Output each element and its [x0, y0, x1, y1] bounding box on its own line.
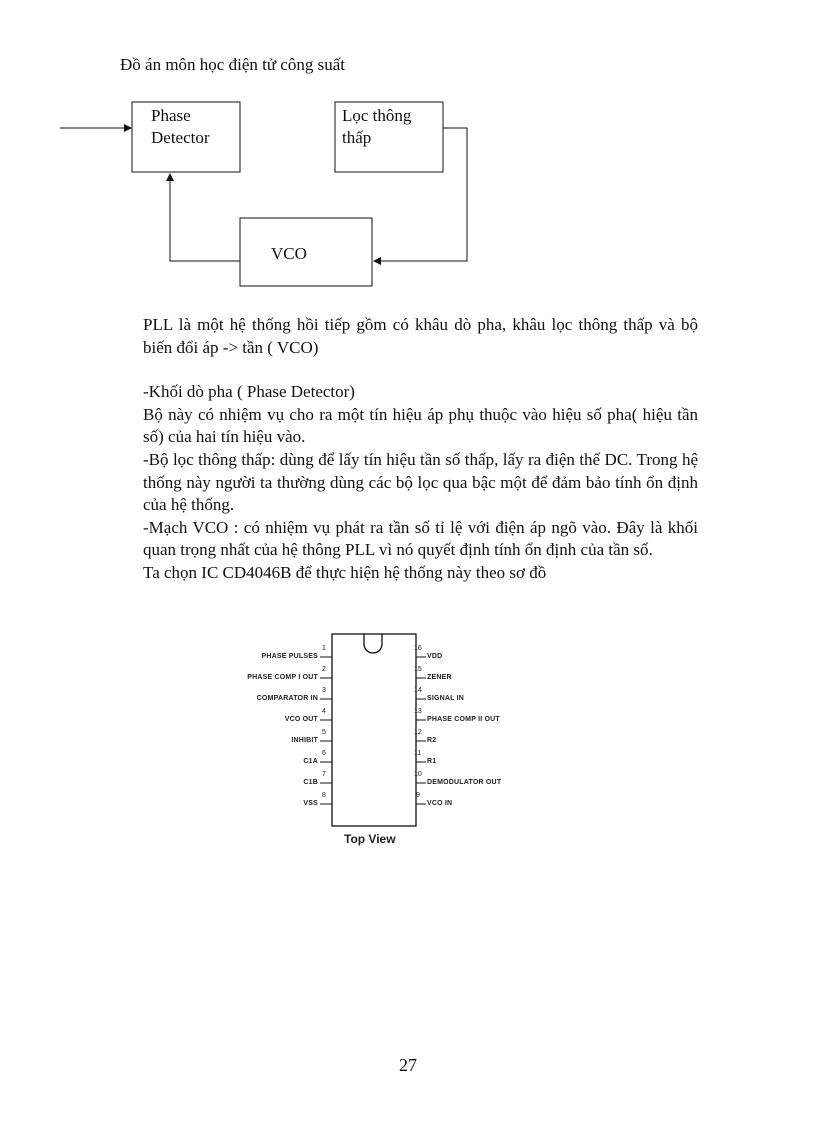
pin-label-comparator-in: COMPARATOR IN [256, 695, 318, 702]
vco-label: VCO [271, 244, 307, 263]
vco-description: -Mạch VCO : có nhiệm vụ phát ra tần số tỉ lệ với điện áp ngõ vào. Đây là khối quan trọng nhất của hệ thông PLL vì nó quyết định tính ổn định của tần số. [143, 517, 698, 560]
pin-number-16: 16 [414, 645, 422, 652]
phase-detector-label [151, 105, 210, 149]
pin-number-8: 8 [322, 792, 326, 799]
pin-number-15: 15 [414, 666, 422, 673]
pin-label-vco-in: VCO IN [427, 800, 453, 807]
pin-label-demodulator-out: DEMODULATOR OUT [427, 779, 502, 786]
pin-label-inhibit: INHIBIT [291, 737, 318, 744]
pin-label-phase-pulses: PHASE PULSES [261, 653, 318, 660]
pin-number-13: 13 [414, 708, 422, 715]
pin-number-14: 14 [414, 687, 422, 694]
pll-block-diagram [55, 95, 485, 295]
pin-number-3: 3 [322, 687, 326, 694]
lowpass-line1: Lọc thông [342, 106, 412, 125]
pin-label-signal-in: SIGNAL IN [427, 695, 465, 702]
phase-detector-description: Bộ này có nhiệm vụ cho ra một tín hiệu áp phụ thuộc vào hiệu số pha( hiệu tần số) của hai tín hiệu vào. [143, 404, 698, 447]
ic-caption-top-view: Top View [344, 832, 396, 846]
page-header: Đồ án môn học điện tử công suất [120, 55, 345, 74]
pin-number-9: 9 [416, 792, 420, 799]
pin-number-1: 1 [322, 645, 326, 652]
ic-choice-paragraph: Ta chọn IC CD4046B để thực hiện hệ thống này theo sơ đồ [143, 562, 547, 582]
pll-diagram-lines [55, 95, 485, 295]
lowpass-description: -Bộ lọc thông thấp: dùng để lấy tín hiệu tần số thấp, lấy ra điện thế DC. Trong hệ thống này người ta thường dùng các bộ lọc qua bậc một để đảm bảo tính ổn định của hệ thống. [143, 449, 698, 515]
lowpass-filter-label [342, 105, 411, 149]
pin-label-c1a: C1A [303, 758, 318, 765]
pin-number-11: 11 [414, 750, 422, 757]
pin-label-zener: ZENER [427, 674, 452, 681]
pin-number-6: 6 [322, 750, 326, 757]
pin-number-2: 2 [322, 666, 326, 673]
pin-number-4: 4 [322, 708, 326, 715]
pin-label-r1: R1 [427, 758, 437, 765]
pin-label-c1b: C1B [303, 779, 318, 786]
pin-number-5: 5 [322, 729, 326, 736]
ic-notch [364, 634, 382, 653]
pin-label-phase-comp-ii-out: PHASE COMP II OUT [427, 716, 500, 723]
pin-label-vss: VSS [303, 800, 318, 807]
lowpass-line2: thấp [342, 128, 372, 147]
pin-number-12: 12 [414, 729, 422, 736]
phase-detector-line1: Phase [151, 106, 191, 125]
pin-label-vco-out: VCO OUT [284, 716, 318, 723]
phase-detector-line2: Detector [151, 128, 210, 147]
body-text [143, 314, 698, 585]
pin-number-7: 7 [322, 771, 326, 778]
pin-number-10: 10 [414, 771, 422, 778]
intro-paragraph: PLL là một hệ thống hồi tiếp gồm có khâu dò pha, khâu lọc thông thấp và bộ biến đổi áp -> tần ( VCO) [143, 315, 698, 357]
phase-detector-heading: -Khối dò pha ( Phase Detector) [143, 382, 355, 402]
vco-to-detector-arrow [170, 174, 240, 261]
pin-label-vdd: VDD [427, 653, 443, 660]
page-number: 27 [399, 1055, 417, 1075]
ic-package [332, 634, 416, 826]
pin-label-r2: R2 [427, 737, 437, 744]
pin-label-phase-comp-i-out: PHASE COMP I OUT [247, 674, 318, 681]
ic-pinout-diagram [240, 630, 520, 855]
